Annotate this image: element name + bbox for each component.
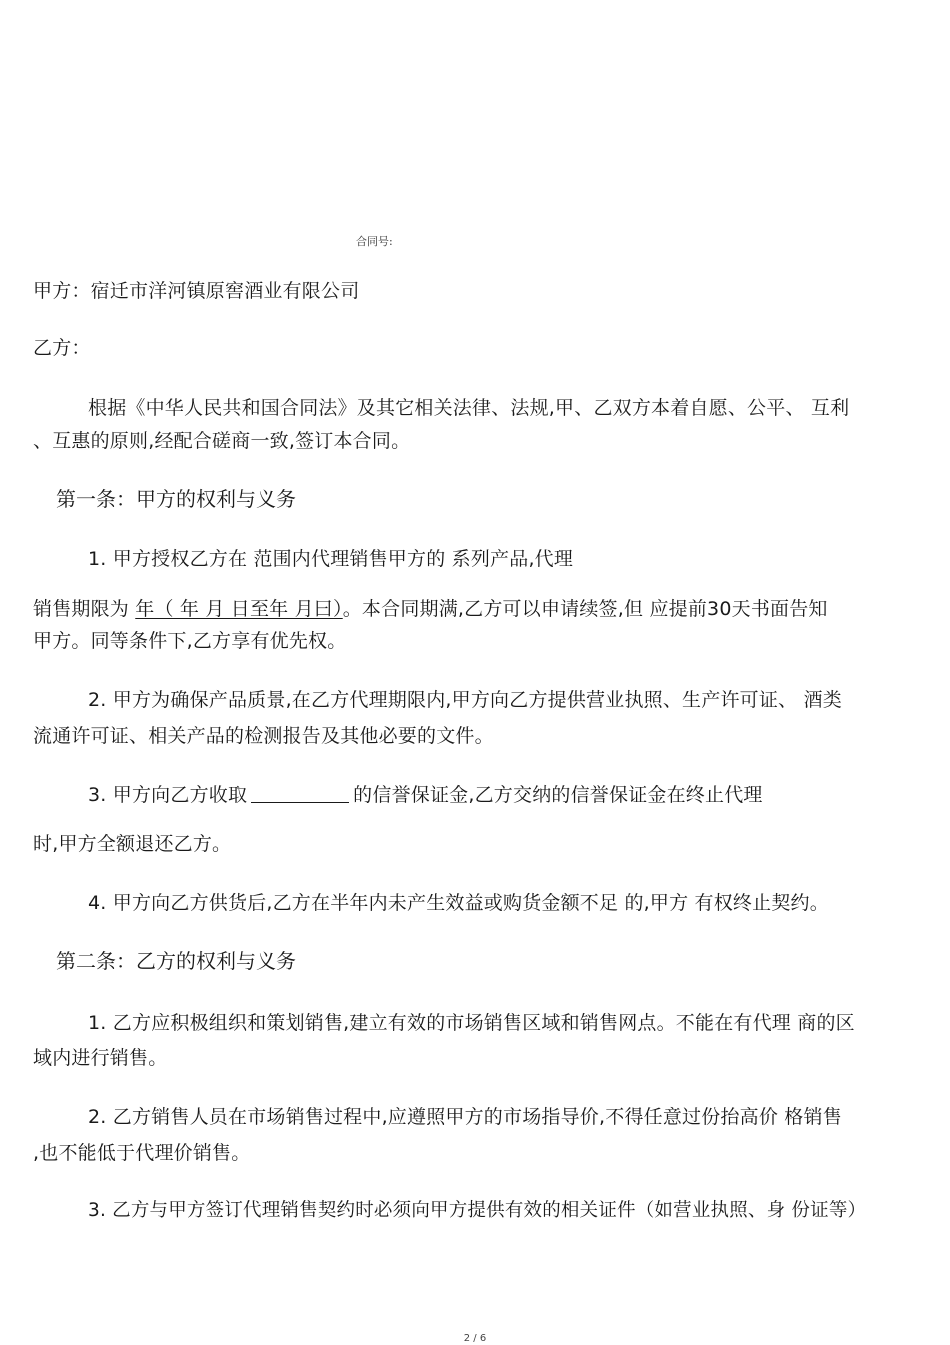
article-2-item-3: 3. 乙方与甲方签订代理销售契约时必须向甲方提供有效的相关证件（如营业执照、身 份证等） [88,1200,867,1221]
term-period: 年（ 年 月 日至年 月曰） [135,598,343,620]
article-1-item-4: 4. 甲方向乙方供货后,乙方在半年内未产生效益或购货金额不足 的,甲方 有权终止契约。 [88,892,829,914]
article-1-item-1-line-1: 1. 甲方授权乙方在 范围内代理销售甲方的 系列产品,代理 [88,548,574,570]
preamble-line-2: 、互惠的原则,经配合磋商一致,签订本合同。 [33,430,411,452]
party-b: 乙方： [33,337,91,359]
page-number: 2 / 6 [463,1333,487,1344]
article-2-item-1-line-1: 1. 乙方应积极组织和策划销售,建立有效的市场销售区域和销售网点。不能在有代理 商的区 [88,1012,855,1034]
deposit-prefix: 3. 甲方向乙方收取 [88,784,248,806]
article-2-item-2-line-2: ,也不能低于代理价销售。 [33,1142,251,1164]
article-1-item-1-line-3: 甲方。同等条件下,乙方享有优先权。 [33,630,347,652]
term-suffix: 。本合同期满,乙方可以申请续签,但 应提前30天书面告知 [342,598,828,620]
article-1-title: 第一条：甲方的权利与义务 [56,487,296,511]
contract-number-label: 合同号: [356,235,393,248]
party-a: 甲方：宿迁市洋河镇原窖酒业有限公司 [33,280,360,302]
preamble-line-1: 根据《中华人民共和国合同法》及其它相关法律、法规,甲、乙双方本着自愿、公平、 互利 [88,397,850,419]
deposit-suffix: 的信誉保证金,乙方交纳的信誉保证金在终止代理 [353,784,763,806]
article-1-item-2-line-1: 2. 甲方为确保产品质景,在乙方代理期限内,甲方向乙方提供营业执照、生产许可证、 酒类 [88,689,842,711]
article-2-item-2-line-1: 2. 乙方销售人员在市场销售过程中,应遵照甲方的市场指导价,不得任意过份抬高价 格销售 [88,1106,842,1128]
article-1-item-2-line-2: 流通许可证、相关产品的检测报告及其他必要的文件。 [33,725,494,747]
article-1-item-1-line-2 [33,598,828,620]
article-2-item-1-line-2: 域内进行销售。 [33,1047,168,1069]
article-1-item-3-line-1 [88,784,763,806]
term-prefix: 销售期限为 [33,598,136,620]
deposit-amount-blank [251,786,349,803]
article-2-title: 第二条：乙方的权利与义务 [56,949,296,973]
article-1-item-3-line-2: 时,甲方全额退还乙方。 [33,833,232,855]
